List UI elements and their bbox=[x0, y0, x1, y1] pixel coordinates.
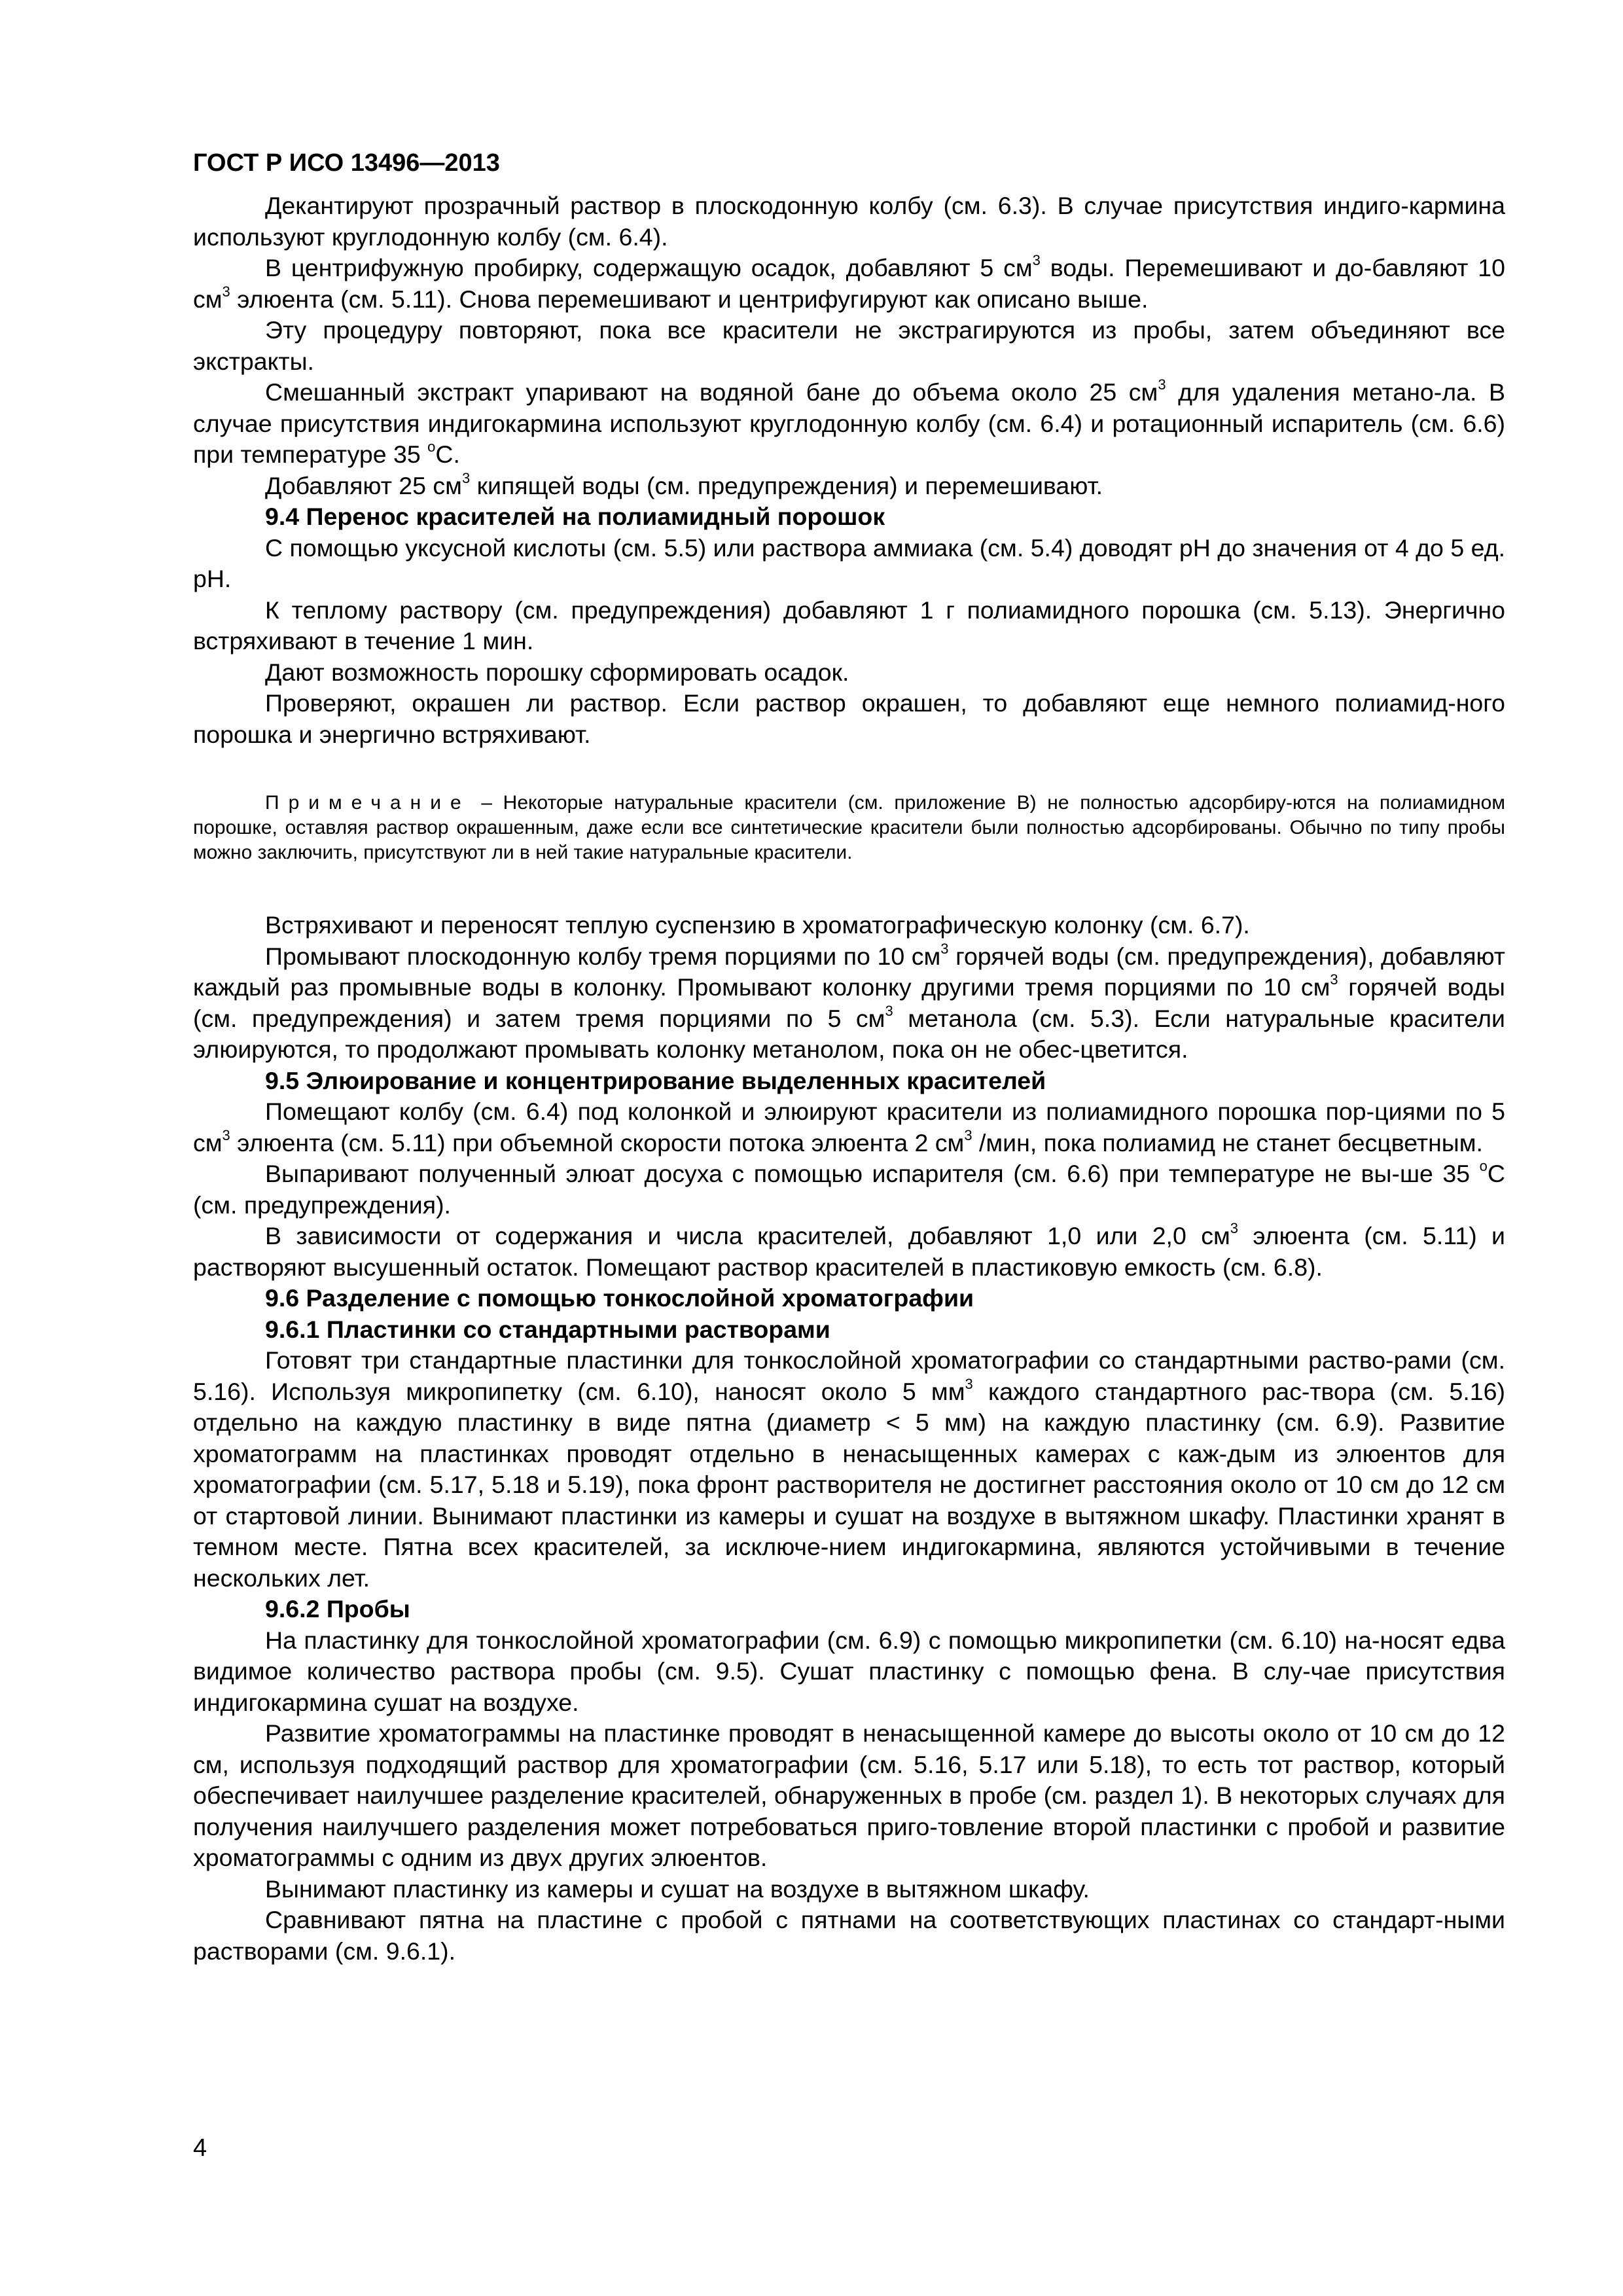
section-heading: 9.6 Разделение с помощью тонкослойной хроматографии bbox=[265, 1284, 974, 1312]
note-text: – Некоторые натуральные красители (см. приложение В) не полностью адсорбиру-ются на полиамидном порошке, оставляя раствор окрашенным, даже если все синтетические красители были полностью адсорбированы. Обычно по типу пробы можно заключить, присутствуют ли в ней такие натуральные красители. bbox=[193, 792, 1505, 863]
page-number: 4 bbox=[193, 2134, 207, 2162]
body-paragraph: Помещают колбу (см. 6.4) под колонкой и элюируют красители из полиамидного порошка пор-циями по 5 $см^3$ элюента (см. 5.11) при объемной скорости потока элюента 2 $см^3$ /мин, пока полиамид не станет бесцветным. bbox=[193, 1098, 1505, 1157]
body-paragraph: В зависимости от содержания и числа красителей, добавляют 1,0 или 2,0 $см^3$ элюента (см. 5.11) и растворяют высушенный остаток. Помещают раствор красителей в пластиковую емкость (см. 6.8). bbox=[193, 1220, 1505, 1281]
section-heading: 9.6.2 Пробы bbox=[265, 1595, 410, 1623]
body-paragraph: Выпаривают полученный элюат досуха с помощью испарителя (см. 6.6) при температуре не вы-ше 35 $^о$С (см. предупреждения). bbox=[193, 1158, 1505, 1219]
body-paragraph: Встряхивают и переносят теплую суспензию в хроматографическую колонку (см. 6.7). bbox=[265, 911, 1250, 939]
document-body bbox=[193, 190, 1505, 1967]
document-page bbox=[193, 147, 1505, 1967]
section-heading: 9.6.1 Пластинки со стандартными растворами bbox=[265, 1315, 830, 1343]
body-paragraph: Проверяют, окрашен ли раствор. Если раствор окрашен, то добавляют еще немного полиамид-ного порошка и энергично встряхивают. bbox=[193, 689, 1505, 748]
body-paragraph: Готовят три стандартные пластинки для тонкослойной хроматографии со стандартными раство-рами (см. 5.16). Используя микропипетку (см. 6.10), наносят около 5 $мм^3$ каждого стандартного рас-твора (см. 5.16) отдельно на каждую пластинку в виде пятна (диаметр < 5 мм) на каждую пластинку (см. 6.9). Развитие хроматограмм на пластинках проводят отдельно в ненасыщенных камерах с каж-дым из элюентов для хроматографии (см. 5.17, 5.18 и 5.19), пока фронт растворителя не достигнет расстояния около от 10 см до 12 см от стартовой линии. Вынимают пластинки из камеры и сушат на воздухе в вытяжном шкафу. Пластинки хранят в темном месте. Пятна всех красителей, за исключе-нием индигокармина, являются устойчивыми в течение нескольких лет. bbox=[193, 1346, 1505, 1592]
body-paragraph: Декантируют прозрачный раствор в плоскодонную колбу (см. 6.3). В случае присутствия индиго-кармина используют круглодонную колбу (см. 6.4). bbox=[193, 192, 1505, 251]
body-paragraph: Развитие хроматограммы на пластинке проводят в ненасыщенной камере до высоты около от 10 см до 12 см, используя подходящий раствор для хроматографии (см. 5.16, 5.17 или 5.18), то есть тот раствор, который обеспечивает наилучшее разделение красителей, обнаруженных в пробе (см. раздел 1). В некоторых случаях для получения наилучшего разделения может потребоваться приго-товление второй пластинки с пробой и развитие хроматограммы с одним из двух других элюентов. bbox=[193, 1719, 1505, 1871]
body-paragraph: К теплому раствору (см. предупреждения) добавляют 1 г полиамидного порошка (см. 5.13). Энергично встряхивают в течение 1 мин. bbox=[193, 596, 1505, 655]
body-paragraph: Сравнивают пятна на пластине с пробой с пятнами на соответствующих пластинах со стандарт-ными растворами (см. 9.6.1). bbox=[193, 1906, 1505, 1965]
body-paragraph: Добавляют 25 $см^3$ кипящей воды (см. предупреждения) и перемешивают. bbox=[265, 469, 1103, 499]
body-paragraph: Смешанный экстракт упаривают на водяной бане до объема около 25 $см^3$ для удаления метано-ла. В случае присутствия индигокармина используют круглодонную колбу (см. 6.4) и ротационный испаритель (см. 6.6) при температуре 35 $^о$С. bbox=[193, 376, 1505, 468]
section-heading: 9.5 Элюирование и концентрирование выделенных красителей bbox=[265, 1066, 1046, 1094]
body-paragraph: Дают возможность порошку сформировать осадок. bbox=[265, 658, 849, 686]
note-label: Примечание bbox=[265, 792, 471, 814]
note-block bbox=[193, 791, 1505, 865]
body-paragraph: Промывают плоскодонную колбу тремя порциями по 10 $см^3$ горячей воды (см. предупреждения), добавляют каждый раз промывные воды в колонку. Промывают колонку другими тремя порциями по 10 $см^3$ горячей воды (см. предупреждения) и затем тремя порциями по 5 $см^3$ метанола (см. 5.3). Если натуральные красители элюируются, то продолжают промывать колонку метанолом, пока он не обес-цветится. bbox=[193, 940, 1505, 1063]
body-paragraph: В центрифужную пробирку, содержащую осадок, добавляют 5 $см^3$ воды. Перемешивают и до-бавляют 10 $см^3$ элюента (см. 5.11). Снова перемешивают и центрифугируют как описано выше. bbox=[193, 252, 1505, 313]
body-paragraph: Вынимают пластинку из камеры и сушат на воздухе в вытяжном шкафу. bbox=[265, 1874, 1090, 1903]
section-heading: 9.4 Перенос красителей на полиамидный порошок bbox=[265, 503, 885, 530]
body-paragraph: С помощью уксусной кислоты (см. 5.5) или раствора аммиака (см. 5.4) доводят рН до значения от 4 до 5 ед. рН. bbox=[193, 533, 1505, 592]
body-paragraph: На пластинку для тонкослойной хроматографии (см. 6.9) с помощью микропипетки (см. 6.10) на-носят едва видимое количество раствора пробы (см. 9.5). Сушат пластинку с помощью фена. В слу-чае присутствия индигокармина сушат на воздухе. bbox=[193, 1626, 1505, 1716]
document-header: ГОСТ Р ИСО 13496—2013 bbox=[193, 149, 500, 177]
body-paragraph: Эту процедуру повторяют, пока все красители не экстрагируются из пробы, затем объединяют все экстракты. bbox=[193, 316, 1505, 375]
